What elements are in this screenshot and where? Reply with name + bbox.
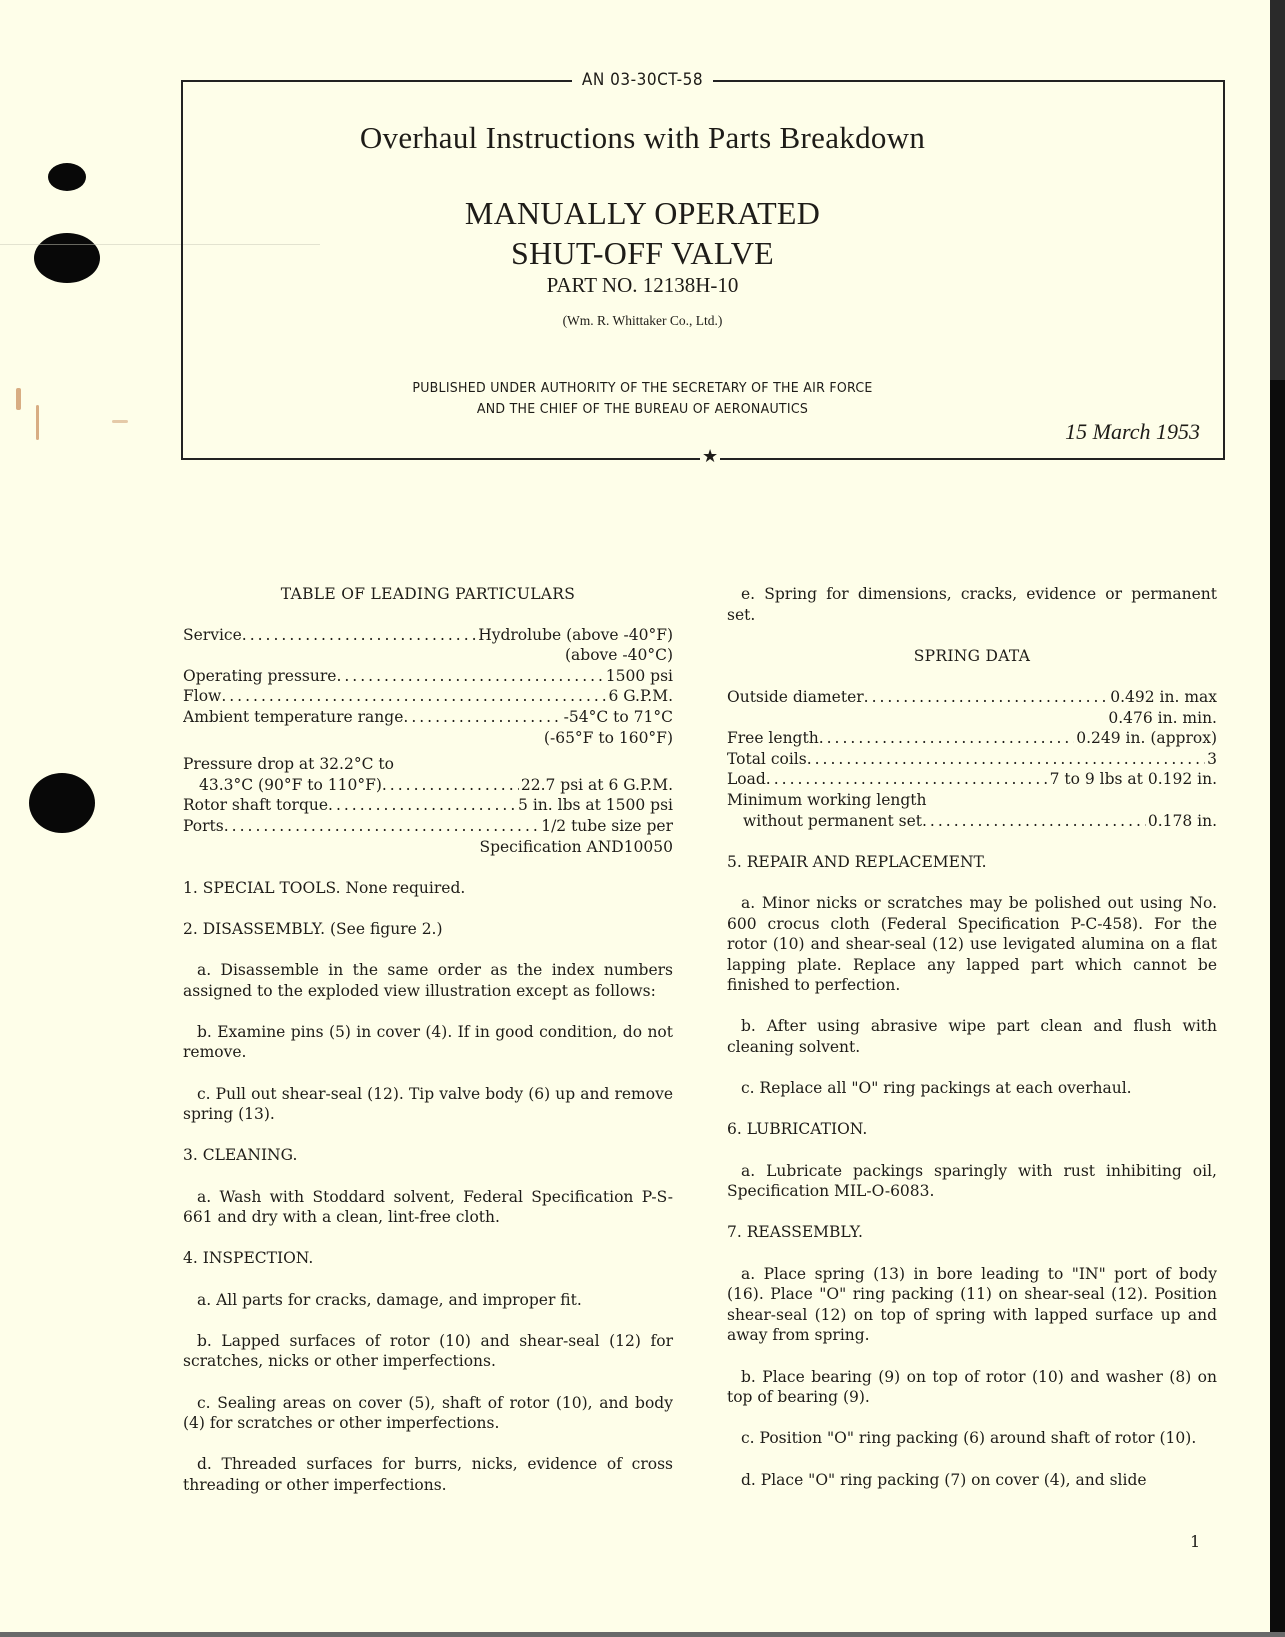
spring-value: 0.492 in. max — [1110, 687, 1217, 706]
paragraph: b. After using abrasive wipe part clean and flush with cleaning solvent. — [727, 1017, 1217, 1057]
section-heading-lubrication: 6. LUBRICATION. — [727, 1120, 868, 1139]
paragraph: b. Place bearing (9) on top of rotor (10) and washer (8) on top of bearing (9). — [727, 1367, 1217, 1407]
spring-label: Free length — [727, 729, 819, 748]
spring-data-row — [727, 749, 1217, 770]
scan-edge-bottom — [0, 1632, 1285, 1637]
paragraph: a. Place spring (13) in bore leading to "IN" port of body (16). Place "O" ring packing (11) on shear-seal (12). Position shear-seal (12) on top of spring with lapped surface up and away from spring. — [727, 1264, 1217, 1345]
paragraph: b. Examine pins (5) in cover (4). If in good condition, do not remove. — [183, 1022, 673, 1062]
particular-label: Pressure drop at 32.2°C to — [183, 755, 394, 774]
particular-row — [183, 816, 673, 837]
page-number: 1 — [1190, 1532, 1201, 1551]
particular-row — [183, 707, 673, 728]
punch-hole-middle — [29, 773, 95, 833]
spring-value: 0.249 in. (approx) — [1076, 729, 1217, 748]
publication-date: 15 March 1953 — [1065, 419, 1200, 444]
spring-data-row — [727, 728, 1217, 749]
spring-label: Outside diameter — [727, 687, 864, 706]
particular-row — [183, 795, 673, 816]
particular-value: 1500 psi — [605, 666, 673, 685]
spring-label: Load — [727, 770, 766, 789]
particular-row — [183, 666, 673, 687]
subject-line-1: MANUALLY OPERATED — [464, 195, 821, 231]
spring-data-row — [727, 769, 1217, 790]
leading-particulars-title: TABLE OF LEADING PARTICULARS — [280, 585, 576, 603]
paragraph: a. Disassemble in the same order as the index numbers assigned to the exploded view illustration except as follows: — [183, 961, 673, 1000]
spring-data-row — [727, 811, 1217, 832]
subject-line-2: SHUT-OFF VALVE — [511, 235, 774, 271]
authority-line-2: AND THE CHIEF OF THE BUREAU OF AERONAUTICS — [476, 401, 809, 417]
particular-label: Flow — [183, 687, 222, 706]
section-heading-repair: 5. REPAIR AND REPLACEMENT. — [727, 852, 987, 871]
particular-label: Ambient temperature range — [183, 707, 404, 726]
paragraph: a. Wash with Stoddard solvent, Federal Specification P-S-661 and dry with a clean, lint-free cloth. — [183, 1187, 673, 1227]
particular-label: Service — [183, 625, 242, 644]
star-separator-icon: ★ — [702, 446, 719, 467]
particular-label: Rotor shaft torque — [183, 796, 329, 815]
spring-label: without permanent set — [743, 811, 922, 830]
manufacturer: (Wm. R. Whittaker Co., Ltd.) — [562, 313, 723, 328]
particular-value-cont: (above -40°C) — [564, 646, 673, 665]
particular-value-cont: Specification AND10050 — [479, 837, 673, 856]
spring-label: Total coils — [727, 749, 807, 768]
particular-label: Operating pressure — [183, 666, 337, 685]
paragraph: c. Replace all "O" ring packings at each overhaul. — [741, 1079, 1132, 1098]
section-heading-inspection: 4. INSPECTION. — [183, 1249, 314, 1268]
spring-label: Minimum working length — [727, 790, 927, 809]
particular-value: 1/2 tube size per — [541, 816, 673, 835]
particular-row — [183, 775, 673, 796]
paragraph: e. Spring for dimensions, cracks, evidence or permanent set. — [727, 585, 1217, 624]
particular-row — [183, 686, 673, 707]
particular-value: -54°C to 71°C — [563, 707, 673, 726]
spring-data-title: SPRING DATA — [913, 646, 1031, 665]
section-heading-special-tools: 1. SPECIAL TOOLS. None required. — [183, 878, 466, 897]
paragraph: a. Lubricate packings sparingly with rust inhibiting oil, Specification MIL-O-6083. — [727, 1161, 1217, 1201]
subject-title — [0, 193, 1285, 273]
particular-label: 43.3°C (90°F to 110°F) — [199, 775, 382, 794]
section-heading-reassembly: 7. REASSEMBLY. — [727, 1223, 863, 1242]
paragraph: c. Pull out shear-seal (12). Tip valve body (6) up and remove spring (13). — [183, 1084, 673, 1124]
part-number: PART NO. 12138H-10 — [546, 273, 739, 297]
document-number: AN 03-30CT-58 — [0, 70, 1285, 90]
punch-hole-top — [48, 163, 86, 191]
spring-value-cont: 0.476 in. min. — [1108, 708, 1217, 727]
paragraph: c. Sealing areas on cover (5), shaft of rotor (10), and body (4) for scratches or other imperfections. — [183, 1393, 673, 1433]
rust-stain — [112, 420, 128, 423]
publication-authority — [45, 378, 1240, 420]
particular-value: Hydrolube (above -40°F) — [478, 625, 673, 644]
spring-value: 7 to 9 lbs at 0.192 in. — [1049, 770, 1217, 789]
authority-line-1: PUBLISHED UNDER AUTHORITY OF THE SECRETARY OF THE AIR FORCE — [412, 380, 873, 396]
scan-edge-right — [1270, 0, 1285, 1637]
paragraph: a. All parts for cracks, damage, and improper fit. — [197, 1290, 582, 1309]
spring-value: 3 — [1207, 749, 1217, 768]
section-heading-cleaning: 3. CLEANING. — [183, 1146, 298, 1165]
section-heading-disassembly: 2. DISASSEMBLY. (See figure 2.) — [183, 919, 443, 938]
rust-stain — [16, 388, 21, 410]
document-title: Overhaul Instructions with Parts Breakdown — [359, 120, 926, 155]
spring-value: 0.178 in. — [1147, 811, 1217, 830]
spring-data-row — [727, 687, 1217, 708]
paragraph: d. Threaded surfaces for burrs, nicks, evidence of cross threading or other imperfections. — [183, 1455, 673, 1494]
rust-stain — [36, 405, 39, 440]
particular-value: 6 G.P.M. — [608, 687, 673, 706]
paragraph: a. Minor nicks or scratches may be polished out using No. 600 crocus cloth (Federal Specification P-C-458). For the rotor (10) and shear-seal (12) use levigated alumina on a flat lapping plate. Replace any lapped part which cannot be finished to perfection. — [727, 893, 1217, 995]
paragraph: d. Place "O" ring packing (7) on cover (4), and slide — [741, 1470, 1147, 1489]
particular-label: Ports — [183, 816, 224, 835]
particular-value-cont: (-65°F to 160°F) — [543, 728, 673, 747]
particular-row — [183, 625, 673, 646]
particular-value: 5 in. lbs at 1500 psi — [518, 796, 673, 815]
paragraph: b. Lapped surfaces of rotor (10) and shear-seal (12) for scratches, nicks or other imperfections. — [183, 1331, 673, 1371]
particular-value: 22.7 psi at 6 G.P.M. — [520, 775, 673, 794]
right-column — [727, 584, 1217, 1490]
paragraph: c. Position "O" ring packing (6) around shaft of rotor (10). — [741, 1429, 1197, 1448]
left-column — [183, 584, 673, 1496]
